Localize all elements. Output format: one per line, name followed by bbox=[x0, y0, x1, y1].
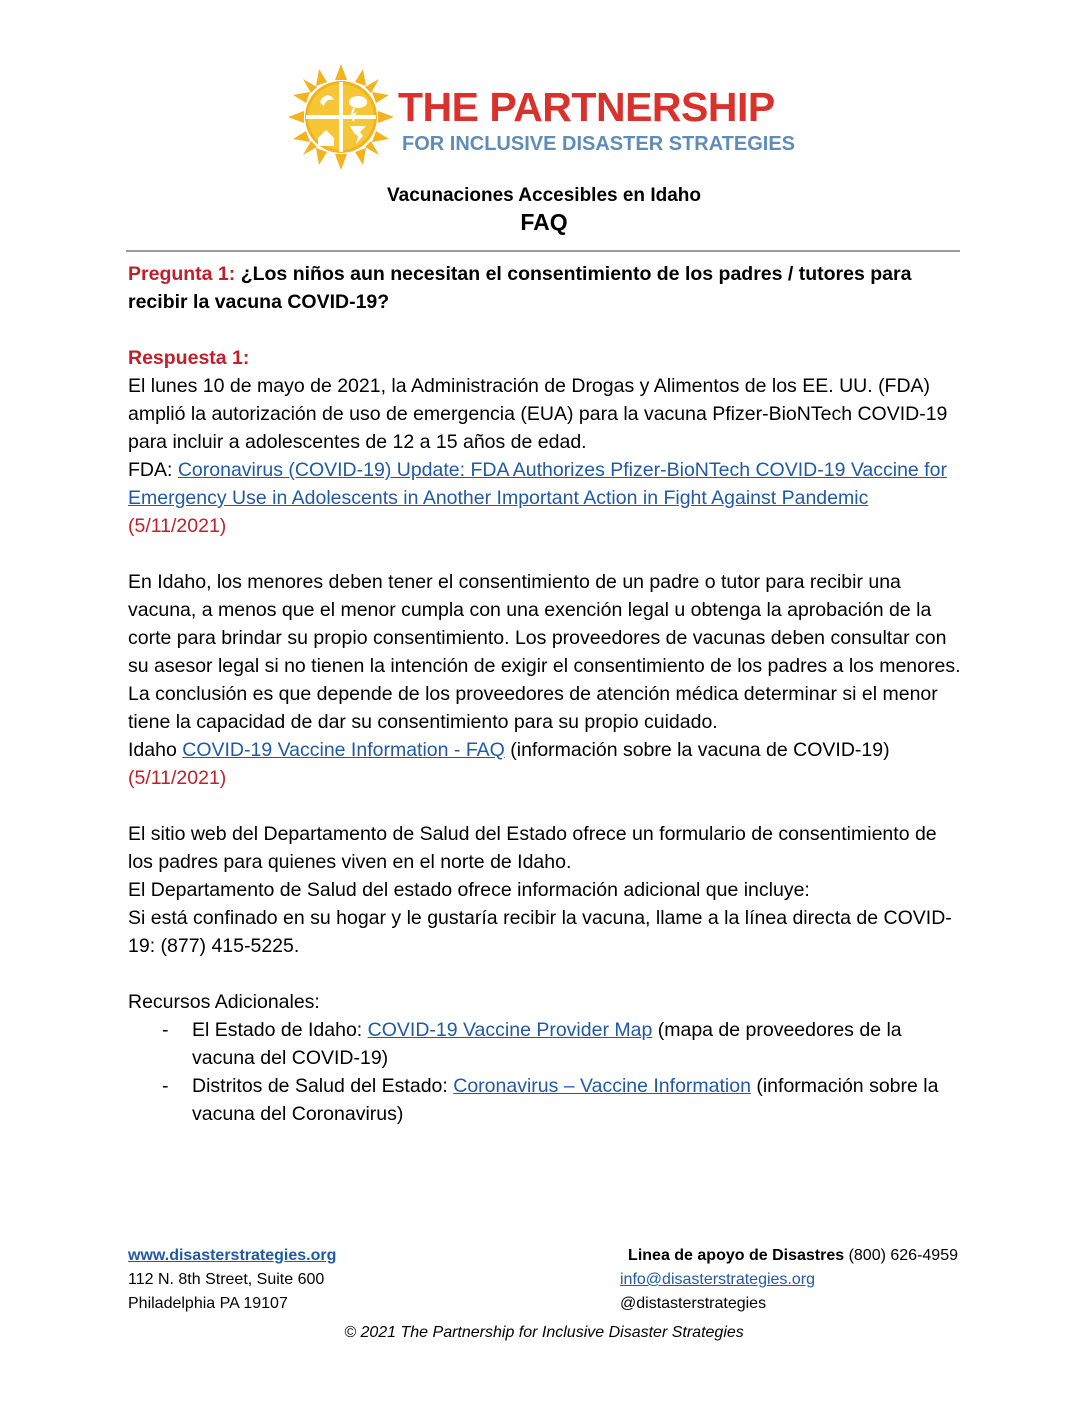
answer-label: Respuesta 1: bbox=[128, 347, 250, 369]
email-link[interactable]: info@disasterstrategies.org bbox=[620, 1271, 815, 1288]
question-text: ¿Los niños aun necesitan el consentimiento de los padres / tutores para recibir la vacuna COVID-19? bbox=[128, 263, 912, 313]
resources-heading: Recursos Adicionales: bbox=[128, 991, 320, 1013]
idaho-faq-link[interactable]: COVID-19 Vaccine Information - FAQ bbox=[182, 739, 505, 761]
fda-reference bbox=[128, 456, 962, 540]
resources-list bbox=[128, 1016, 962, 1128]
vaccine-information-link[interactable]: Coronavirus – Vaccine Information bbox=[453, 1075, 751, 1097]
footer-right bbox=[578, 1244, 958, 1316]
partnership-logo bbox=[286, 62, 806, 172]
list-item: - Distritos de Salud del Estado: Coronavirus – Vaccine Information (información sobre la vacuna del Coronavirus) bbox=[162, 1075, 939, 1125]
idaho-date: (5/11/2021) bbox=[128, 767, 227, 789]
answer-paragraph-2: En Idaho, los menores deben tener el consentimiento de un padre o tutor para recibir una vacuna, a menos que el menor cumpla con una exención legal u obtenga la aprobación de la corte para brindar su propio consentimiento. Los proveedores de vacunas deben consultar con su asesor legal si no tienen la intención de exigir el consentimiento de los padres a los menores. La conclusión es que depende de los proveedores de atención médica determinar si el menor tiene la capacidad de dar su consentimiento para su propio cuidado. bbox=[128, 571, 961, 733]
answer-paragraph-3c: Si está confinado en su hogar y le gustaría recibir la vacuna, llame a la línea directa de COVID-19: (877) 415-5225. bbox=[128, 907, 952, 957]
resource-prefix: Distritos de Salud del Estado: bbox=[192, 1075, 448, 1097]
question-label: Pregunta 1: bbox=[128, 263, 236, 285]
fda-date: (5/11/2021) bbox=[128, 515, 227, 537]
answer-paragraph-1: El lunes 10 de mayo de 2021, la Administración de Drogas y Alimentos de los EE. UU. (FDA) amplió la autorización de uso de emergencia (EUA) para la vacuna Pfizer-BioNTech COVID-19 para incluir a adolescentes de 12 a 15 años de edad. bbox=[128, 375, 948, 453]
provider-map-link[interactable]: COVID-19 Vaccine Provider Map bbox=[367, 1019, 653, 1041]
idaho-reference bbox=[128, 736, 962, 792]
idaho-prefix: Idaho bbox=[128, 739, 177, 761]
social-handle: @distasterstrategies bbox=[620, 1295, 767, 1312]
logo-subtitle: FOR INCLUSIVE DISASTER STRATEGIES bbox=[402, 133, 795, 155]
answer-paragraph-3b: El Departamento de Salud del estado ofrece información adicional que incluye: bbox=[128, 879, 810, 901]
helpline-phone: (800) 626-4959 bbox=[848, 1247, 958, 1264]
helpline bbox=[578, 1244, 958, 1268]
document-subtitle: FAQ bbox=[520, 209, 568, 235]
address-line-2: Philadelphia PA 19107 bbox=[128, 1295, 288, 1312]
helpline-label: Linea de apoyo de Disastres bbox=[628, 1247, 845, 1264]
logo-title: THE PARTNERSHIP bbox=[398, 84, 775, 130]
list-item: - El Estado de Idaho: COVID-19 Vaccine Provider Map (mapa de proveedores de la vacuna del COVID-19) bbox=[162, 1019, 902, 1069]
question bbox=[128, 260, 962, 316]
footer-left bbox=[128, 1244, 528, 1316]
fda-prefix: FDA: bbox=[128, 459, 173, 481]
resource-prefix: El Estado de Idaho: bbox=[192, 1019, 363, 1041]
copyright: © 2021 The Partnership for Inclusive Disaster Strategies bbox=[344, 1324, 744, 1341]
document-title: Vacunaciones Accesibles en Idaho bbox=[387, 185, 701, 206]
header-divider bbox=[126, 250, 960, 252]
fda-link[interactable]: Coronavirus (COVID-19) Update: FDA Authorizes Pfizer-BioNTech COVID-19 Vaccine for Emergency Use in Adolescents in Another Important Action in Fight Against Pandemic bbox=[128, 459, 947, 509]
faq-content bbox=[128, 260, 962, 1128]
sun-logo-icon bbox=[286, 62, 396, 172]
resource-suffix: (información sobre la vacuna del Coronavirus) bbox=[192, 1075, 939, 1125]
idaho-suffix: (información sobre la vacuna de COVID-19) bbox=[510, 739, 890, 761]
answer-paragraph-3a: El sitio web del Departamento de Salud del Estado ofrece un formulario de consentimiento de los padres para quienes viven en el norte de Idaho. bbox=[128, 823, 937, 873]
website-link[interactable]: www.disasterstrategies.org bbox=[128, 1247, 337, 1264]
address-line-1: 112 N. 8th Street, Suite 600 bbox=[128, 1271, 325, 1288]
resource-suffix: (mapa de proveedores de la vacuna del COVID-19) bbox=[192, 1019, 902, 1069]
